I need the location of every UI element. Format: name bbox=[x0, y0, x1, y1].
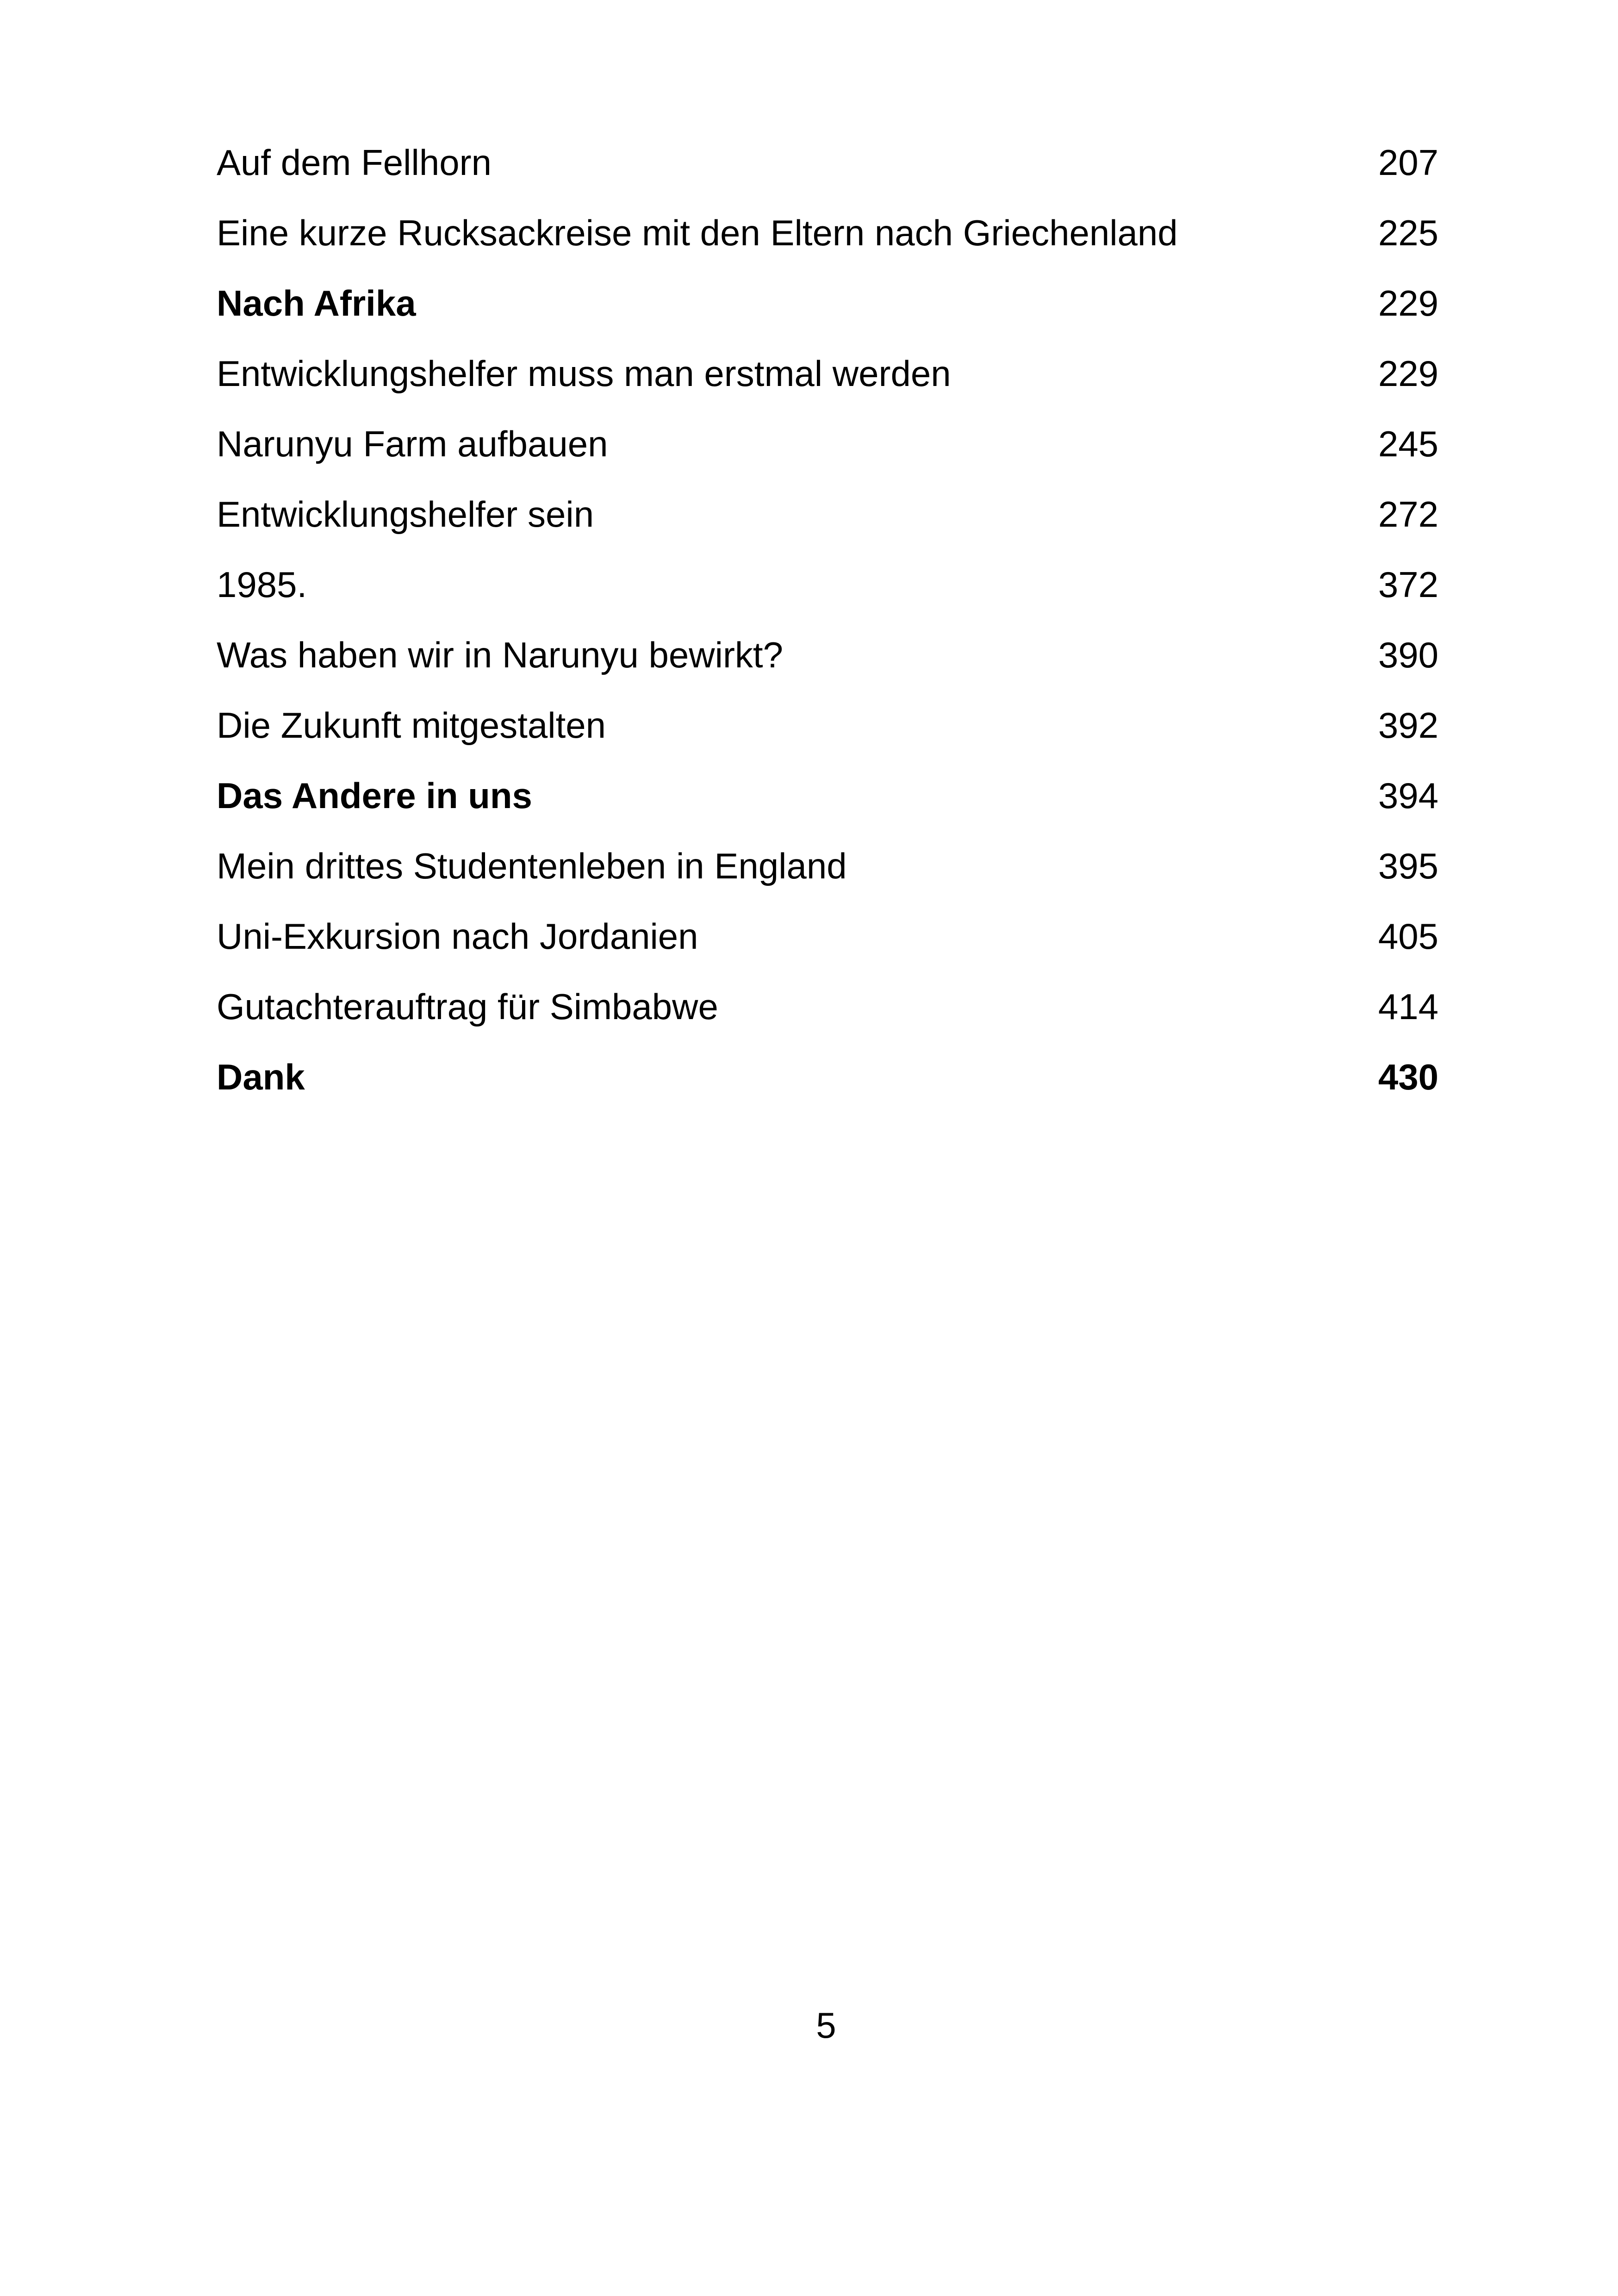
toc-entry-page: 395 bbox=[1378, 846, 1438, 886]
toc-entry[interactable] bbox=[217, 338, 1438, 409]
toc-entry-title: Uni-Exkursion nach Jordanien bbox=[217, 916, 698, 957]
toc-entry-page: 405 bbox=[1378, 916, 1438, 957]
toc-entry-page: 372 bbox=[1378, 564, 1438, 605]
toc-entry[interactable] bbox=[217, 1042, 1438, 1112]
toc-entry[interactable] bbox=[217, 831, 1438, 901]
toc-entry-title: Die Zukunft mitgestalten bbox=[217, 705, 606, 746]
toc-entry-title: Entwicklungshelfer muss man erstmal werden bbox=[217, 353, 951, 394]
toc-entry-page: 225 bbox=[1378, 212, 1438, 253]
toc-entry-page: 430 bbox=[1378, 1057, 1438, 1097]
toc-entry-page: 245 bbox=[1378, 423, 1438, 464]
toc-entry-title: Auf dem Fellhorn bbox=[217, 142, 492, 183]
toc-entry[interactable] bbox=[217, 760, 1438, 831]
toc-entry[interactable] bbox=[217, 479, 1438, 549]
page-number: 5 bbox=[816, 2005, 836, 2046]
toc-entry[interactable] bbox=[217, 127, 1438, 198]
toc-entry-title: Nach Afrika bbox=[217, 283, 416, 324]
toc-entry-title: Gutachterauftrag für Simbabwe bbox=[217, 986, 718, 1027]
toc-entry[interactable] bbox=[217, 549, 1438, 620]
toc-entry-title: 1985. bbox=[217, 564, 307, 605]
toc-entry-page: 229 bbox=[1378, 283, 1438, 324]
toc-entry-page: 229 bbox=[1378, 353, 1438, 394]
toc-entry-page: 207 bbox=[1378, 142, 1438, 183]
toc-entry[interactable] bbox=[217, 971, 1438, 1042]
toc-entry-title: Was haben wir in Narunyu bewirkt? bbox=[217, 635, 783, 675]
toc-entry-page: 272 bbox=[1378, 494, 1438, 535]
toc-entry[interactable] bbox=[217, 901, 1438, 971]
toc-entry-page: 414 bbox=[1378, 986, 1438, 1027]
toc-entry-page: 390 bbox=[1378, 635, 1438, 675]
toc-entry-title: Narunyu Farm aufbauen bbox=[217, 423, 608, 464]
toc-entry[interactable] bbox=[217, 268, 1438, 338]
toc-entry-title: Entwicklungshelfer sein bbox=[217, 494, 594, 535]
toc-entry-title: Dank bbox=[217, 1057, 305, 1097]
toc-entry[interactable] bbox=[217, 409, 1438, 479]
toc-entry-title: Mein drittes Studentenleben in England bbox=[217, 846, 847, 886]
toc-entry-page: 394 bbox=[1378, 775, 1438, 816]
toc-entry-title: Eine kurze Rucksackreise mit den Eltern nach Griechenland bbox=[217, 212, 1178, 253]
toc-entry[interactable] bbox=[217, 198, 1438, 268]
table-of-contents bbox=[217, 127, 1438, 1112]
toc-entry-title: Das Andere in uns bbox=[217, 775, 532, 816]
toc-entry[interactable] bbox=[217, 620, 1438, 690]
toc-entry-page: 392 bbox=[1378, 705, 1438, 746]
toc-entry[interactable] bbox=[217, 690, 1438, 760]
